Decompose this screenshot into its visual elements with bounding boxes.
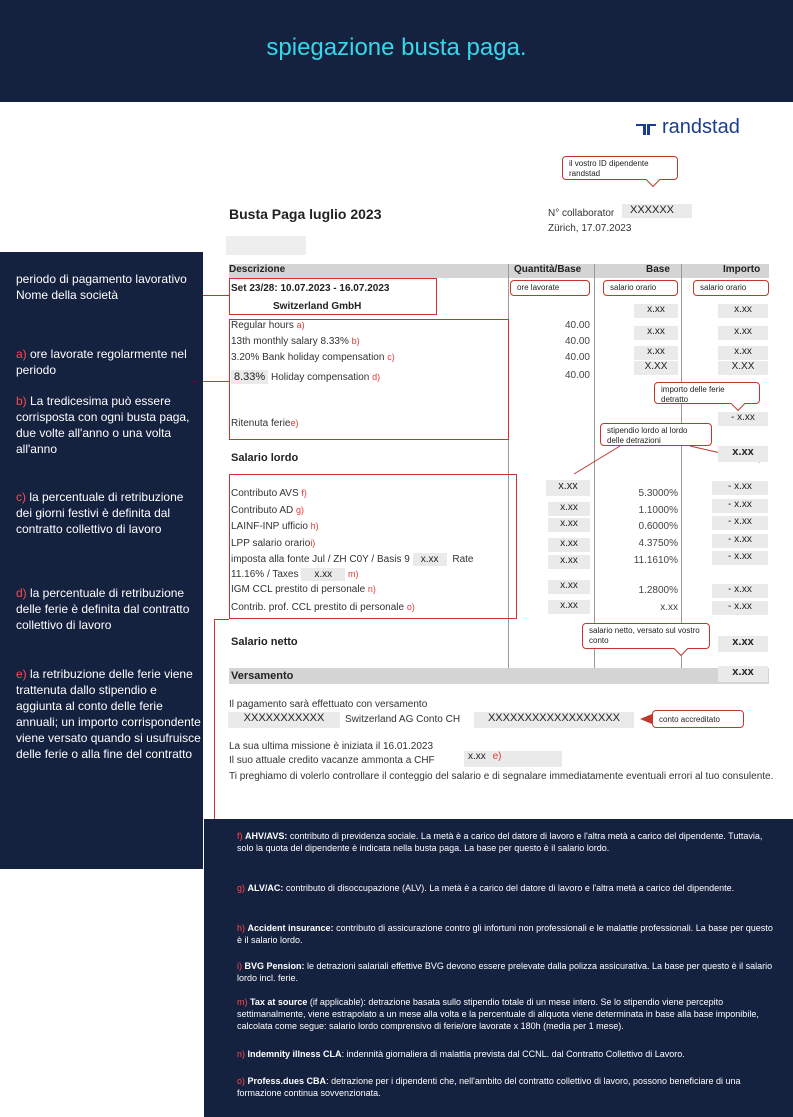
footer-title: Accident insurance: [247,923,334,933]
payslip-title: Busta Paga luglio 2023 [229,206,382,222]
sidebar-note-a [16,346,201,378]
col-description: Descrizione [229,264,286,275]
footer-tag: m) [237,997,248,1007]
redacted-address [226,236,306,255]
payment-row [229,668,769,684]
logo-text: randstad [662,116,740,138]
row-label: IGM CCL prestito di personale [231,584,366,595]
row-tag: d) [372,372,381,382]
row-qty: 40.00 [564,370,590,381]
row-qty: x.xx [548,600,590,614]
row-base: X.XX [634,361,678,375]
callout-text: salario orario [610,283,657,292]
footer-note-m [237,996,777,1032]
table-header [229,264,769,278]
callout-net [582,623,710,649]
row-tag: i) [310,538,316,548]
footer-tag: o) [237,1076,246,1086]
footer-note-f [237,830,777,854]
row-label: 3.20% Bank holiday compensation [231,352,385,363]
row-qty: x.xx [548,555,590,569]
callout-account [652,710,744,728]
footer-text: : detrazione per i dipendenti che, nell'ambito del contratto collettivo di lavoro, possono beneficiare di una formazione continua sovvenzionata. [237,1076,741,1098]
sidebar-tag: e) [16,667,27,681]
sidebar-note-period [16,271,201,303]
net-label: Salario netto [231,636,298,648]
row-prof-dues [231,602,415,613]
callout-text: importo delle ferie detratto [661,385,725,404]
footer-note-n [237,1048,777,1060]
row-holiday-withheld [231,418,299,429]
callout-text: salario netto, versato sul vostro conto [589,626,700,645]
row-tax-line1 [231,553,473,566]
row-label: 13th monthly salary 8.33% [231,336,349,347]
col-quantity: Quantità/Base [514,264,582,275]
callout-hours [510,280,590,296]
row-label: 11.16% / Taxes [231,569,299,580]
row-qty: 40.00 [564,320,590,331]
row-label: Holiday compensation [270,372,370,383]
account-number: XXXXXXXXXXXXXXXXXX [474,712,634,728]
row-label: LPP salario orario [231,538,311,549]
row-label: Contrib. prof. CCL prestito di personale [231,602,405,613]
callout-text: stipendio lordo al lordo delle detrazioni [607,426,688,445]
place-date: Zürich, 17.07.2023 [548,223,632,234]
row-amount: - x.xx [712,601,768,615]
footer-title: Tax at source [250,997,308,1007]
footer-tag: i) [237,961,242,971]
sidebar-note-b [16,393,201,457]
footer-tag: n) [237,1049,246,1059]
row-tag: e) [290,418,299,428]
row-qty: 40.00 [564,352,590,363]
footer-title: AHV/AVS: [245,831,288,841]
row-holiday-comp [231,370,380,384]
row-tag: o) [406,602,415,612]
sidebar-tag: a) [16,347,27,361]
footer-text: le detrazioni salariali effettive BVG devono essere prelevate dalla polizza assicurativa. La base per questo è il salario lordo incl. ferie. [237,961,773,983]
row-tag: g) [296,505,305,515]
sidebar-tag: b) [16,394,27,408]
row-regular-hours [231,320,305,331]
callout-holiday-deducted [654,382,760,404]
collaborator-id: XXXXXX [622,204,692,218]
bank-text: Switzerland AG Conto CH [345,714,461,725]
callout-rate-amount [693,280,769,296]
row-label: Contributo AD [231,505,294,516]
footer-tag: g) [237,883,246,893]
footer-title: Indemnity illness CLA [247,1049,342,1059]
randstad-logo [636,116,740,139]
row-label: imposta alla fonte Jul / ZH C0Y / Basis 9 [231,554,410,565]
row-amount: - x.xx [712,499,768,513]
row-base: 4.3750% [638,538,678,549]
footer-text: contributo di assicurazione contro gli infortuni non professionali e le malattie professionali. La base per questo è il salario lordo. [237,923,773,945]
footer-text: : indennità giornaliera di malattia prevista dal CCNL. dal Contratto Collettivo di Lavoro. [341,1049,685,1059]
callout-text: conto accreditato [659,715,720,724]
collaborator-label: N° collaborator [548,208,615,219]
row-tag: h) [310,521,319,531]
row-igm [231,584,376,595]
row-tag: a) [296,320,305,330]
connector-line [214,619,229,620]
footer-text: contributo di disoccupazione (ALV). La metà è a carico del datore di lavoro e l'altra metà a carico del dipendente. [283,883,735,893]
gross-amount: x.xx [718,446,768,462]
row-prefix: 8.33% [231,370,268,384]
payment-label: Versamento [231,670,294,682]
row-lainf [231,521,319,532]
row-amount: - x.xx [712,516,768,530]
company-name: Switzerland GmbH [273,301,362,312]
row-qty: x.xx [548,502,590,516]
row-avs [231,488,307,499]
footer-title: BVG Pension: [244,961,305,971]
footer-note-h [237,922,777,946]
row-qty: x.xx [546,480,590,496]
tax-amount: x.xx [301,568,345,581]
col-amount: Importo [723,264,761,275]
row-base: x.xx [660,602,678,613]
callout-employee-id [562,156,678,180]
footer-note-g [237,882,777,894]
sidebar-note-c [16,489,201,537]
col-base: Base [646,264,670,275]
footer-tag: f) [237,831,243,841]
net-amount: x.xx [718,636,768,652]
row-tag: c) [387,352,395,362]
row-amount: - x.xx [712,534,768,548]
mission-note: La sua ultima missione è iniziata il 16.01.2023 [229,741,434,752]
footer-explanations [204,819,793,1117]
row-amount: x.xx [718,326,768,340]
row-lpp [231,538,315,549]
row-amount: - x.xx [718,412,768,426]
row-tag: e) [492,751,502,762]
footer-note-o [237,1075,777,1099]
sidebar-text: La tredicesima può essere corrisposta con ogni busta paga, due volte all'anno o una volta all'anno [16,394,190,456]
tax-rate-label: Rate [452,554,474,565]
row-base: 11.1610% [633,555,678,566]
row-amount: - x.xx [712,551,768,565]
payment-note: Il pagamento sarà effettuato con versamento [229,699,428,710]
row-base: 1.1000% [638,505,678,516]
row-base: x.xx [634,346,678,360]
callout-arrow [640,714,652,724]
sidebar-text: la percentuale di retribuzione dei giorni festivi è definita dal contratto collettivo di lavoro [16,490,184,536]
payment-amount: x.xx [718,666,768,682]
row-13th-salary [231,336,360,347]
header-banner [0,0,793,102]
check-note: Ti preghiamo di volerlo controllare il conteggio del salario e di segnalare immediatamente eventuali errori al tuo consulente. [229,771,774,782]
row-label: Ritenuta ferie [231,418,291,429]
bank-id: XXXXXXXXXXX [228,712,340,728]
row-tag: n) [367,584,376,594]
row-tag: f) [301,488,307,498]
vacation-note: Il suo attuale credito vacanze ammonta a CHF [229,755,435,766]
vacation-value: x.xx [468,751,486,762]
row-amount: X.XX [718,361,768,375]
gross-label: Salario lordo [231,452,299,464]
footer-title: ALV/AC: [247,883,284,893]
row-label: LAINF-INP ufficio [231,521,308,532]
row-tax-line2 [231,568,359,581]
callout-text: il vostro ID dipendente randstad [569,159,649,178]
row-amount: x.xx [718,304,768,318]
row-tag: m) [348,569,359,579]
row-base: 5.3000% [638,488,678,499]
callout-text: salario orario [700,283,747,292]
row-bank-holiday [231,352,395,363]
sidebar-text: ore lavorate regolarmente nel periodo [16,347,187,377]
row-tag: b) [351,336,360,346]
sidebar-tag: d) [16,586,27,600]
footer-note-i [237,960,777,984]
tax-basis: x.xx [413,553,447,566]
row-base: 0.6000% [638,521,678,532]
row-qty: x.xx [548,538,590,552]
pay-period: Set 23/28: 10.07.2023 - 16.07.2023 [231,283,390,294]
callout-rate-base [603,280,678,296]
row-ad [231,505,304,516]
randstad-logo-icon [636,121,656,135]
row-qty: x.xx [548,518,590,532]
row-base: x.xx [634,326,678,340]
sidebar-text: periodo di pagamento lavorativo Nome della società [16,272,187,302]
sidebar-text: la percentuale di retribuzione delle ferie è definita dal contratto collettivo di lavoro [16,586,190,632]
row-amount: - x.xx [712,584,768,598]
row-qty: 40.00 [564,336,590,347]
page-title: spiegazione busta paga. [266,34,527,61]
sidebar-tag: c) [16,490,26,504]
sidebar-note-e [16,666,201,762]
row-label: Regular hours [231,320,294,331]
footer-title: Profess.dues CBA [247,1076,327,1086]
row-qty: x.xx [548,580,590,594]
vacation-credit [464,751,562,767]
footer-text: (if applicable): detrazione basata sullo stipendio totale di un mese intero. Se lo stipendio viene percepito settimanalmente, viene estrapolato a un mese alla volta e la percentuale di aliquota viene determinata in base alla base imponibile, calcolata come segue: salario lordo comprensivo di ferie/ore lavorate x 180h (media per 1 mese). [237,997,759,1031]
sidebar-note-d [16,585,201,633]
sidebar-explanations [0,252,203,869]
footer-tag: h) [237,923,246,933]
row-amount: - x.xx [712,481,768,495]
sidebar-text: la retribuzione delle ferie viene trattenuta dallo stipendio e aggiunta al conto delle ferie annuali; un importo corrispondente viene versato quando si usufruisce delle ferie o alla fine del contratto [16,667,201,761]
row-label: Contributo AVS [231,488,299,499]
row-amount: x.xx [718,346,768,360]
callout-text: ore lavorate [517,283,560,292]
row-base: 1.2800% [638,585,678,596]
footer-text: contributo di previdenza sociale. La metà è a carico del datore di lavoro e l'altra metà a carico del dipendente. Tuttavia, solo la quota del dipendente è indicata nella busta paga. La base per questo è il salario lordo. [237,831,763,853]
row-base: x.xx [634,304,678,318]
